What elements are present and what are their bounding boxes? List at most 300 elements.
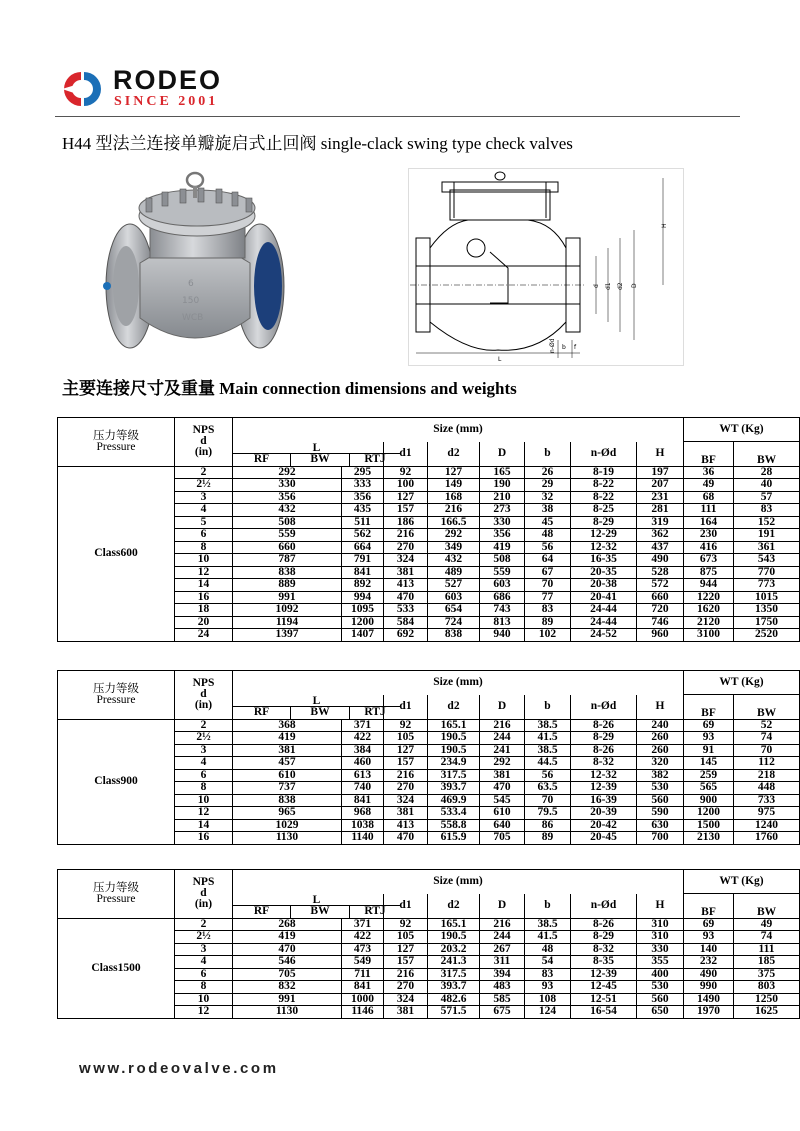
- col-d1-header: d1: [384, 442, 428, 467]
- cell-b: 48: [525, 529, 571, 542]
- pressure-en-label: Pressure: [96, 892, 136, 905]
- cell-nd: 8-26: [571, 719, 637, 732]
- cell-d2: 469.9: [428, 794, 480, 807]
- cell-nps: 4: [175, 956, 233, 969]
- cell-D: 743: [480, 604, 525, 617]
- cell-l-rtj: 1407: [342, 629, 384, 642]
- cell-nd: 12-51: [571, 993, 637, 1006]
- pressure-class-label: Class1500: [58, 918, 175, 1018]
- nps-header-d: d: [200, 688, 207, 701]
- cell-l-rtj: 371: [342, 719, 384, 732]
- cell-nd: 16-35: [571, 554, 637, 567]
- cell-H: 560: [637, 993, 684, 1006]
- length-L-label: L: [233, 695, 400, 707]
- cell-nps: 20: [175, 616, 233, 629]
- nps-header: [175, 870, 233, 919]
- cell-l-rf: 991: [233, 993, 342, 1006]
- dimensions-table-class900: [57, 670, 800, 845]
- cell-bf: 2130: [684, 832, 734, 845]
- cell-bf: 68: [684, 491, 734, 504]
- col-H-header: H: [637, 442, 684, 467]
- cell-b: 89: [525, 616, 571, 629]
- cell-l-rf: 470: [233, 943, 342, 956]
- cell-nps: 3: [175, 744, 233, 757]
- cell-l-rf: 292: [233, 466, 342, 479]
- cell-b: 44.5: [525, 757, 571, 770]
- cell-l-rtj: 384: [342, 744, 384, 757]
- length-rf-label: RF: [233, 707, 291, 719]
- cell-bf: 93: [684, 931, 734, 944]
- cell-nd: 24-44: [571, 616, 637, 629]
- col-nd-header: n-Ød: [571, 695, 637, 720]
- cell-nd: 12-32: [571, 541, 637, 554]
- cell-l-rf: 991: [233, 591, 342, 604]
- cell-d2: 216: [428, 504, 480, 517]
- cell-nps: 8: [175, 981, 233, 994]
- cell-b: 89: [525, 832, 571, 845]
- cell-bf: 111: [684, 504, 734, 517]
- cell-l-rtj: 740: [342, 782, 384, 795]
- cell-d2: 234.9: [428, 757, 480, 770]
- pressure-cn-label: 压力等级: [93, 429, 139, 442]
- cell-bw: 185: [734, 956, 800, 969]
- cell-d2: 190.5: [428, 931, 480, 944]
- pressure-en-label: Pressure: [96, 693, 136, 706]
- cell-d2: 203.2: [428, 943, 480, 956]
- cell-d2: 317.5: [428, 968, 480, 981]
- length-header: [233, 894, 384, 919]
- cell-D: 675: [480, 1006, 525, 1019]
- cell-l-rtj: 422: [342, 732, 384, 745]
- cell-d1: 413: [384, 579, 428, 592]
- cell-l-rtj: 422: [342, 931, 384, 944]
- cell-l-rtj: 791: [342, 554, 384, 567]
- cell-l-rtj: 841: [342, 794, 384, 807]
- cell-nd: 12-32: [571, 769, 637, 782]
- cell-d1: 692: [384, 629, 428, 642]
- length-L-label: L: [233, 894, 400, 906]
- cell-l-rf: 508: [233, 516, 342, 529]
- cell-H: 281: [637, 504, 684, 517]
- cell-bw: 49: [734, 918, 800, 931]
- cell-d1: 470: [384, 591, 428, 604]
- cell-d1: 186: [384, 516, 428, 529]
- cell-b: 26: [525, 466, 571, 479]
- cell-bw: 111: [734, 943, 800, 956]
- cell-nd: 20-45: [571, 832, 637, 845]
- length-header: [233, 442, 384, 467]
- cell-nps: 16: [175, 591, 233, 604]
- cell-d1: 127: [384, 491, 428, 504]
- cell-bw: 74: [734, 931, 800, 944]
- cell-D: 216: [480, 918, 525, 931]
- cell-d1: 270: [384, 782, 428, 795]
- cell-d1: 324: [384, 993, 428, 1006]
- cell-nps: 10: [175, 794, 233, 807]
- cell-bf: 69: [684, 918, 734, 931]
- cell-d2: 571.5: [428, 1006, 480, 1019]
- cell-d1: 105: [384, 732, 428, 745]
- wt-bw-header: BW: [734, 695, 800, 720]
- cell-H: 319: [637, 516, 684, 529]
- cell-bf: 416: [684, 541, 734, 554]
- cell-l-rf: 889: [233, 579, 342, 592]
- cell-nd: 8-25: [571, 504, 637, 517]
- cell-D: 603: [480, 579, 525, 592]
- cell-nps: 2½: [175, 931, 233, 944]
- length-bw-label: BW: [291, 454, 350, 466]
- cell-H: 310: [637, 918, 684, 931]
- cell-bf: 875: [684, 566, 734, 579]
- cell-bw: 1240: [734, 819, 800, 832]
- cell-l-rf: 268: [233, 918, 342, 931]
- cell-b: 70: [525, 794, 571, 807]
- col-H-header: H: [637, 894, 684, 919]
- cell-nd: 8-29: [571, 516, 637, 529]
- cell-b: 56: [525, 541, 571, 554]
- cell-d1: 127: [384, 943, 428, 956]
- cell-d2: 190.5: [428, 732, 480, 745]
- pressure-header: [58, 870, 175, 919]
- cell-l-rtj: 968: [342, 807, 384, 820]
- cell-D: 311: [480, 956, 525, 969]
- cell-nps: 3: [175, 491, 233, 504]
- cell-bf: 3100: [684, 629, 734, 642]
- cell-bw: 375: [734, 968, 800, 981]
- cell-nd: 20-39: [571, 807, 637, 820]
- cell-b: 38: [525, 504, 571, 517]
- length-rtj-label: RTJ: [364, 705, 386, 718]
- nps-header-in: (in): [194, 446, 213, 459]
- length-header: [233, 695, 384, 720]
- cell-d1: 157: [384, 504, 428, 517]
- cell-D: 470: [480, 782, 525, 795]
- section-title: [62, 378, 517, 400]
- cell-D: 545: [480, 794, 525, 807]
- cell-d1: 216: [384, 529, 428, 542]
- cell-nd: 20-35: [571, 566, 637, 579]
- cell-bw: 40: [734, 479, 800, 492]
- cell-nd: 20-41: [571, 591, 637, 604]
- cell-D: 705: [480, 832, 525, 845]
- cell-d2: 127: [428, 466, 480, 479]
- cell-nd: 8-22: [571, 479, 637, 492]
- cell-l-rtj: 841: [342, 981, 384, 994]
- cell-nd: 8-29: [571, 931, 637, 944]
- cell-b: 29: [525, 479, 571, 492]
- cell-l-rf: 559: [233, 529, 342, 542]
- cell-H: 437: [637, 541, 684, 554]
- cell-d1: 216: [384, 769, 428, 782]
- wt-bw-header: BW: [734, 894, 800, 919]
- length-rf-label: RF: [233, 454, 291, 466]
- cell-D: 267: [480, 943, 525, 956]
- cell-H: 260: [637, 744, 684, 757]
- cell-bw: 975: [734, 807, 800, 820]
- cell-bf: 490: [684, 968, 734, 981]
- cell-nd: 24-44: [571, 604, 637, 617]
- cell-nps: 14: [175, 819, 233, 832]
- cell-D: 940: [480, 629, 525, 642]
- cell-b: 63.5: [525, 782, 571, 795]
- pressure-class-label: Class900: [58, 719, 175, 844]
- cell-d2: 393.7: [428, 782, 480, 795]
- cell-nps: 12: [175, 1006, 233, 1019]
- cell-nps: 10: [175, 554, 233, 567]
- cell-b: 108: [525, 993, 571, 1006]
- cell-d1: 270: [384, 541, 428, 554]
- cell-b: 102: [525, 629, 571, 642]
- cell-l-rtj: 1000: [342, 993, 384, 1006]
- rodeo-logo-icon: [56, 69, 106, 109]
- cell-bf: 990: [684, 981, 734, 994]
- cell-d2: 317.5: [428, 769, 480, 782]
- cell-nd: 8-32: [571, 943, 637, 956]
- cell-nps: 12: [175, 566, 233, 579]
- weight-header: WT (Kg): [684, 418, 800, 442]
- cell-H: 630: [637, 819, 684, 832]
- cell-d2: 166.5: [428, 516, 480, 529]
- nps-header: [175, 671, 233, 720]
- cell-D: 686: [480, 591, 525, 604]
- cell-H: 572: [637, 579, 684, 592]
- cell-bf: 145: [684, 757, 734, 770]
- cell-d1: 92: [384, 918, 428, 931]
- cell-D: 585: [480, 993, 525, 1006]
- col-d2-header: d2: [428, 894, 480, 919]
- cell-l-rf: 1130: [233, 832, 342, 845]
- cell-l-rf: 1397: [233, 629, 342, 642]
- svg-text:150: 150: [182, 296, 200, 306]
- cell-bw: 218: [734, 769, 800, 782]
- cell-d2: 165.1: [428, 918, 480, 931]
- cell-l-rf: 1194: [233, 616, 342, 629]
- cell-H: 746: [637, 616, 684, 629]
- cell-d2: 292: [428, 529, 480, 542]
- nps-header-nps: NPS: [192, 424, 215, 437]
- cell-nps: 16: [175, 832, 233, 845]
- cell-d1: 105: [384, 931, 428, 944]
- cell-H: 355: [637, 956, 684, 969]
- cell-nps: 5: [175, 516, 233, 529]
- brand-name: RODEO: [113, 65, 223, 95]
- nps-header-nps: NPS: [192, 677, 215, 690]
- cell-l-rf: 1029: [233, 819, 342, 832]
- cell-bw: 112: [734, 757, 800, 770]
- cell-b: 86: [525, 819, 571, 832]
- cell-bf: 1620: [684, 604, 734, 617]
- col-nd-header: n-Ød: [571, 442, 637, 467]
- cell-D: 244: [480, 931, 525, 944]
- cell-l-rf: 838: [233, 794, 342, 807]
- cell-D: 381: [480, 769, 525, 782]
- nps-header-nps: NPS: [192, 876, 215, 889]
- col-D-header: D: [480, 695, 525, 720]
- cell-b: 93: [525, 981, 571, 994]
- cell-bf: 69: [684, 719, 734, 732]
- cell-b: 38.5: [525, 918, 571, 931]
- cell-nps: 6: [175, 529, 233, 542]
- cell-bw: 773: [734, 579, 800, 592]
- cell-d1: 270: [384, 981, 428, 994]
- cell-H: 700: [637, 832, 684, 845]
- cell-b: 41.5: [525, 931, 571, 944]
- cell-l-rf: 419: [233, 732, 342, 745]
- svg-text:d1: d1: [605, 282, 612, 290]
- pressure-header: [58, 671, 175, 720]
- cell-d1: 381: [384, 1006, 428, 1019]
- cell-d1: 584: [384, 616, 428, 629]
- cell-l-rtj: 841: [342, 566, 384, 579]
- cell-D: 508: [480, 554, 525, 567]
- cell-bw: 733: [734, 794, 800, 807]
- cell-l-rf: 432: [233, 504, 342, 517]
- pressure-cn-label: 压力等级: [93, 682, 139, 695]
- cell-nd: 16-39: [571, 794, 637, 807]
- wt-bw-header: BW: [734, 442, 800, 467]
- cell-bw: 191: [734, 529, 800, 542]
- cell-b: 45: [525, 516, 571, 529]
- cell-D: 419: [480, 541, 525, 554]
- cell-D: 216: [480, 719, 525, 732]
- cell-bf: 1490: [684, 993, 734, 1006]
- cell-H: 650: [637, 1006, 684, 1019]
- cell-nd: 8-29: [571, 732, 637, 745]
- cell-bf: 1970: [684, 1006, 734, 1019]
- cell-b: 56: [525, 769, 571, 782]
- cell-l-rf: 457: [233, 757, 342, 770]
- cell-l-rf: 419: [233, 931, 342, 944]
- cell-nps: 2½: [175, 732, 233, 745]
- cell-bf: 900: [684, 794, 734, 807]
- section-title-cn: 主要连接尺寸及重量: [62, 379, 215, 398]
- cell-b: 124: [525, 1006, 571, 1019]
- wt-bf-header: BF: [684, 894, 734, 919]
- cell-bw: 1250: [734, 993, 800, 1006]
- cell-d2: 558.8: [428, 819, 480, 832]
- cell-b: 77: [525, 591, 571, 604]
- size-header: Size (mm): [233, 870, 684, 894]
- cell-l-rf: 838: [233, 566, 342, 579]
- cell-D: 273: [480, 504, 525, 517]
- cell-b: 38.5: [525, 744, 571, 757]
- cell-l-rtj: 549: [342, 956, 384, 969]
- cell-d1: 157: [384, 956, 428, 969]
- cell-D: 165: [480, 466, 525, 479]
- cell-bf: 93: [684, 732, 734, 745]
- cell-d2: 527: [428, 579, 480, 592]
- cell-l-rtj: 994: [342, 591, 384, 604]
- pressure-class-label: Class600: [58, 466, 175, 641]
- cell-bw: 361: [734, 541, 800, 554]
- footer-url: www.rodeovalve.com: [79, 1060, 279, 1077]
- cell-l-rf: 965: [233, 807, 342, 820]
- svg-text:n-Ød: n-Ød: [549, 338, 556, 353]
- cell-l-rf: 330: [233, 479, 342, 492]
- cell-l-rtj: 1095: [342, 604, 384, 617]
- cell-H: 530: [637, 782, 684, 795]
- cell-nps: 2: [175, 918, 233, 931]
- cell-D: 241: [480, 744, 525, 757]
- cell-bw: 1625: [734, 1006, 800, 1019]
- cell-nps: 14: [175, 579, 233, 592]
- cell-nd: 8-26: [571, 918, 637, 931]
- wt-bf-header: BF: [684, 442, 734, 467]
- cell-H: 528: [637, 566, 684, 579]
- cell-bf: 164: [684, 516, 734, 529]
- cell-d1: 92: [384, 466, 428, 479]
- length-rtj-label: RTJ: [364, 904, 386, 917]
- col-b-header: b: [525, 695, 571, 720]
- brand-since: SINCE 2001: [114, 94, 219, 109]
- cell-l-rf: 1092: [233, 604, 342, 617]
- cell-nd: 12-45: [571, 981, 637, 994]
- cell-nd: 8-35: [571, 956, 637, 969]
- svg-text:d: d: [593, 284, 600, 288]
- cell-H: 560: [637, 794, 684, 807]
- cell-l-rtj: 613: [342, 769, 384, 782]
- nps-header: [175, 418, 233, 467]
- cell-D: 813: [480, 616, 525, 629]
- cell-l-rf: 1130: [233, 1006, 342, 1019]
- cell-l-rtj: 435: [342, 504, 384, 517]
- svg-text:WCB: WCB: [182, 313, 204, 323]
- col-D-header: D: [480, 894, 525, 919]
- cell-d2: 654: [428, 604, 480, 617]
- cell-bw: 2520: [734, 629, 800, 642]
- col-b-header: b: [525, 442, 571, 467]
- cell-l-rtj: 664: [342, 541, 384, 554]
- pressure-header: [58, 418, 175, 467]
- cell-H: 382: [637, 769, 684, 782]
- cell-D: 210: [480, 491, 525, 504]
- cell-nd: 20-42: [571, 819, 637, 832]
- cell-b: 48: [525, 943, 571, 956]
- cell-bw: 52: [734, 719, 800, 732]
- col-D-header: D: [480, 442, 525, 467]
- cell-bw: 1350: [734, 604, 800, 617]
- cell-H: 231: [637, 491, 684, 504]
- cell-d2: 241.3: [428, 956, 480, 969]
- cell-d2: 533.4: [428, 807, 480, 820]
- cell-bf: 944: [684, 579, 734, 592]
- col-d2-header: d2: [428, 442, 480, 467]
- cell-bw: 70: [734, 744, 800, 757]
- cell-bf: 1500: [684, 819, 734, 832]
- cell-l-rtj: 295: [342, 466, 384, 479]
- cell-d1: 470: [384, 832, 428, 845]
- cell-l-rf: 737: [233, 782, 342, 795]
- length-bw-label: BW: [291, 707, 350, 719]
- cell-l-rtj: 562: [342, 529, 384, 542]
- cell-bw: 1750: [734, 616, 800, 629]
- cell-d2: 165.1: [428, 719, 480, 732]
- cell-nd: 24-52: [571, 629, 637, 642]
- cell-b: 54: [525, 956, 571, 969]
- cell-D: 330: [480, 516, 525, 529]
- page-title: H44 型法兰连接单瓣旋启式止回阀 single-clack swing type check valves: [62, 134, 573, 153]
- cell-H: 240: [637, 719, 684, 732]
- cell-nd: 16-54: [571, 1006, 637, 1019]
- cell-H: 320: [637, 757, 684, 770]
- cell-H: 530: [637, 981, 684, 994]
- cell-b: 70: [525, 579, 571, 592]
- cell-D: 483: [480, 981, 525, 994]
- cell-b: 32: [525, 491, 571, 504]
- col-b-header: b: [525, 894, 571, 919]
- cell-D: 356: [480, 529, 525, 542]
- cell-l-rtj: 371: [342, 918, 384, 931]
